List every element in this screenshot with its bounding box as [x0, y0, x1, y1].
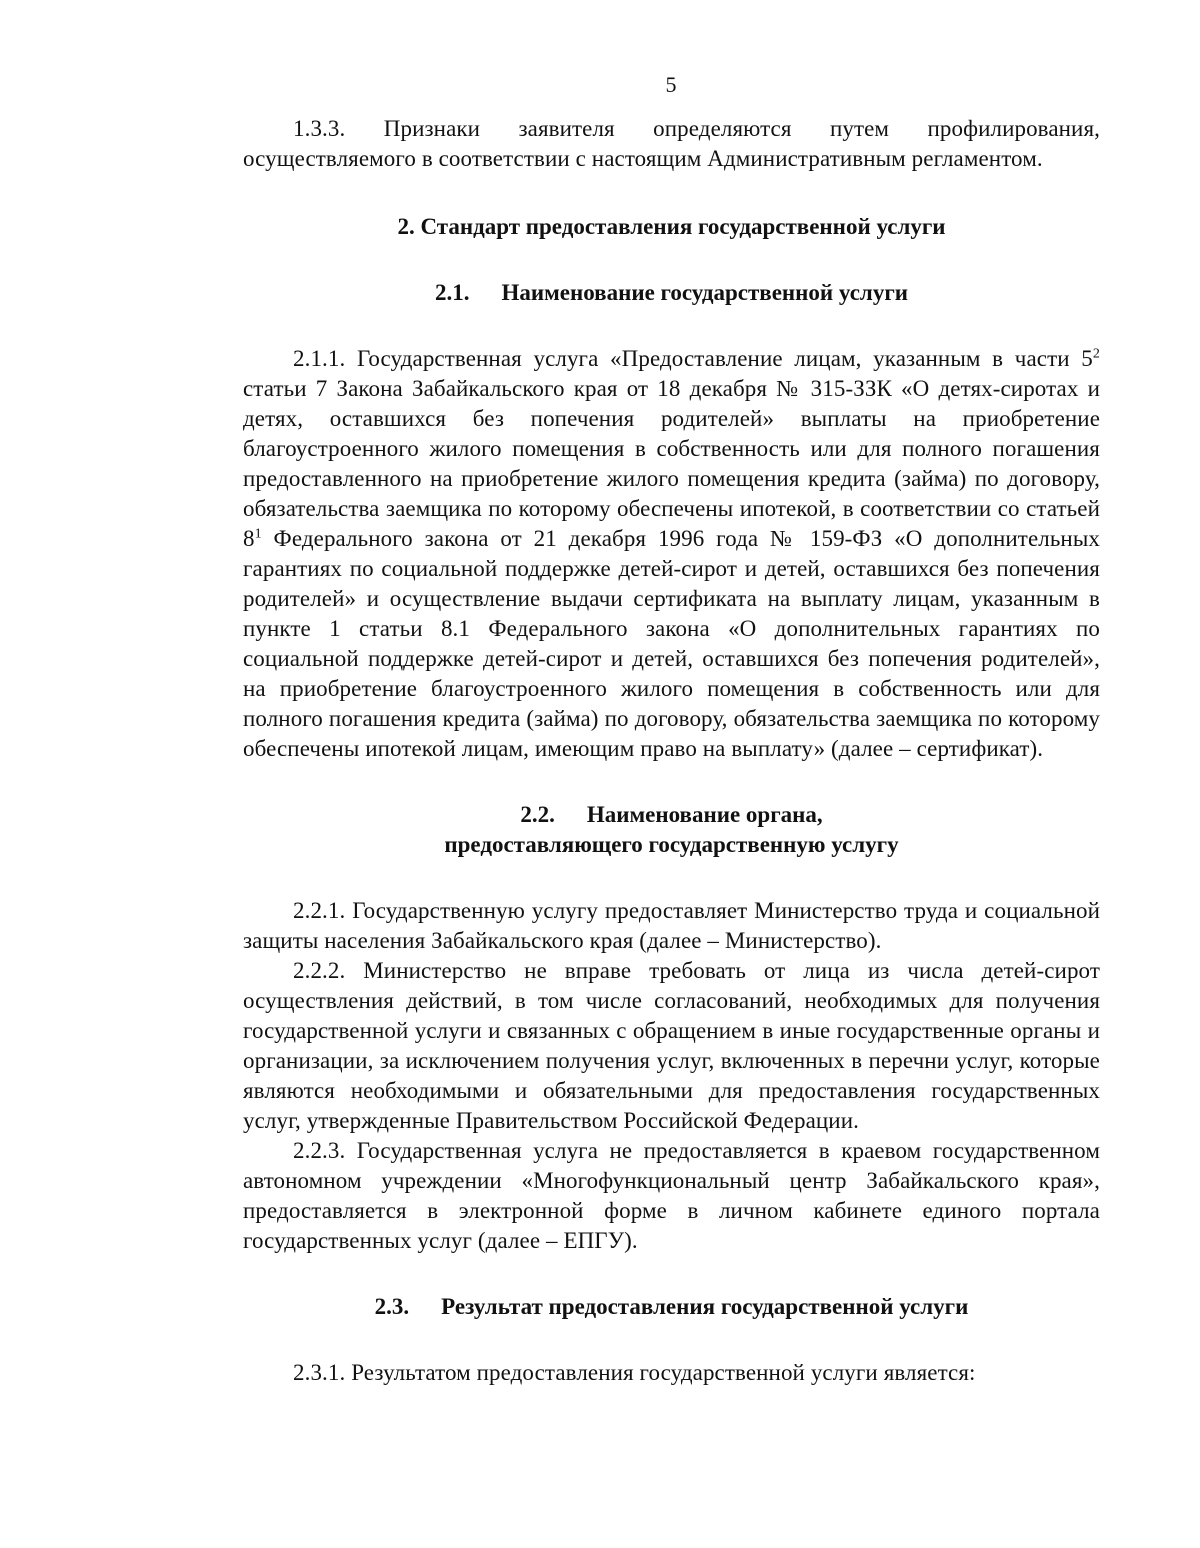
- paragraph-1-3-3: 1.3.3. Признаки заявителя определяются путем профилирования, осуществляемого в соответствии с настоящим Административным регламентом.: [243, 116, 1100, 171]
- section-2-1-heading: [243, 278, 1100, 308]
- section-2-1-number: 2.1.: [434, 280, 470, 305]
- superscript-1: 1: [254, 526, 262, 542]
- section-2-heading: 2. Стандарт предоставления государственной услуги: [397, 214, 946, 239]
- paragraph-2-2-3: 2.2.3. Государственная услуга не предоставляется в краевом государственном автономном учреждении «Многофункциональный центр Забайкальского края», предоставляется в электронной форме в личном кабинете единого портала государственных услуг (далее – ЕПГУ).: [243, 1138, 1100, 1253]
- document-body: [243, 114, 1100, 1388]
- paragraph-2-1-1: [243, 344, 1100, 764]
- section-2-3-number: 2.3.: [374, 1294, 410, 1319]
- paragraph-2-1-1-part-a: 2.1.1. Государственная услуга «Предоставление лицам, указанным в части 5: [293, 346, 1093, 371]
- paragraph-2-3-1: 2.3.1. Результатом предоставления государственной услуги является:: [293, 1360, 976, 1385]
- superscript-2: 2: [1092, 346, 1100, 362]
- section-2-2-title-line1: Наименование органа,: [586, 802, 823, 827]
- section-2-2-title-line2: предоставляющего государственную услугу: [444, 832, 899, 857]
- section-2-1-title: Наименование государственной услуги: [501, 280, 909, 305]
- paragraph-2-1-1-part-c: Федерального закона от 21 декабря 1996 года № 159-ФЗ «О дополнительных гарантиях по социальной поддержке детей-сирот и детей, оставшихся без попечения родителей» и осуществление выдачи сертификата на выплату лицам, указанным в пункте 1 статьи 8.1 Федерального закона «О дополнительных гарантиях по социальной поддержке детей-сирот и детей, оставшихся без попечения родителей», на приобретение благоустроенного жилого помещения в собственность или для полного погашения кредита (займа) по договору, обязательства заемщика по которому обеспечены ипотекой лицам, имеющим право на выплату» (далее – сертификат).: [243, 526, 1100, 761]
- paragraph-2-1-1-part-b: статьи 7 Закона Забайкальского края от 18 декабря № 315-ЗЗК «О детях-сиротах и детях, оставшихся без попечения родителей» выплаты на приобретение благоустроенного жилого помещения в собственность или для полного погашения предоставленного на приобретение жилого помещения кредита (займа) по договору, обязательства заемщика по которому обеспечены ипотекой, в соответствии со статьей 8: [243, 376, 1100, 551]
- section-2-3-heading: [243, 1292, 1100, 1322]
- paragraph-2-2-2: 2.2.2. Министерство не вправе требовать от лица из числа детей-сирот осуществления действий, в том числе согласований, необходимых для получения государственной услуги и связанных с обращением в иные государственные органы и организации, за исключением получения услуг, включенных в перечни услуг, которые являются необходимыми и обязательными для предоставления государственных услуг, утвержденные Правительством Российской Федерации.: [243, 958, 1100, 1133]
- page-number: 5: [665, 72, 677, 97]
- section-2-3-title: Результат предоставления государственной услуги: [441, 1294, 969, 1319]
- paragraph-2-2-1: 2.2.1. Государственную услугу предоставляет Министерство труда и социальной защиты населения Забайкальского края (далее – Министерство).: [243, 898, 1100, 953]
- section-2-2-number: 2.2.: [520, 802, 555, 827]
- section-2-2-heading: [243, 800, 1100, 860]
